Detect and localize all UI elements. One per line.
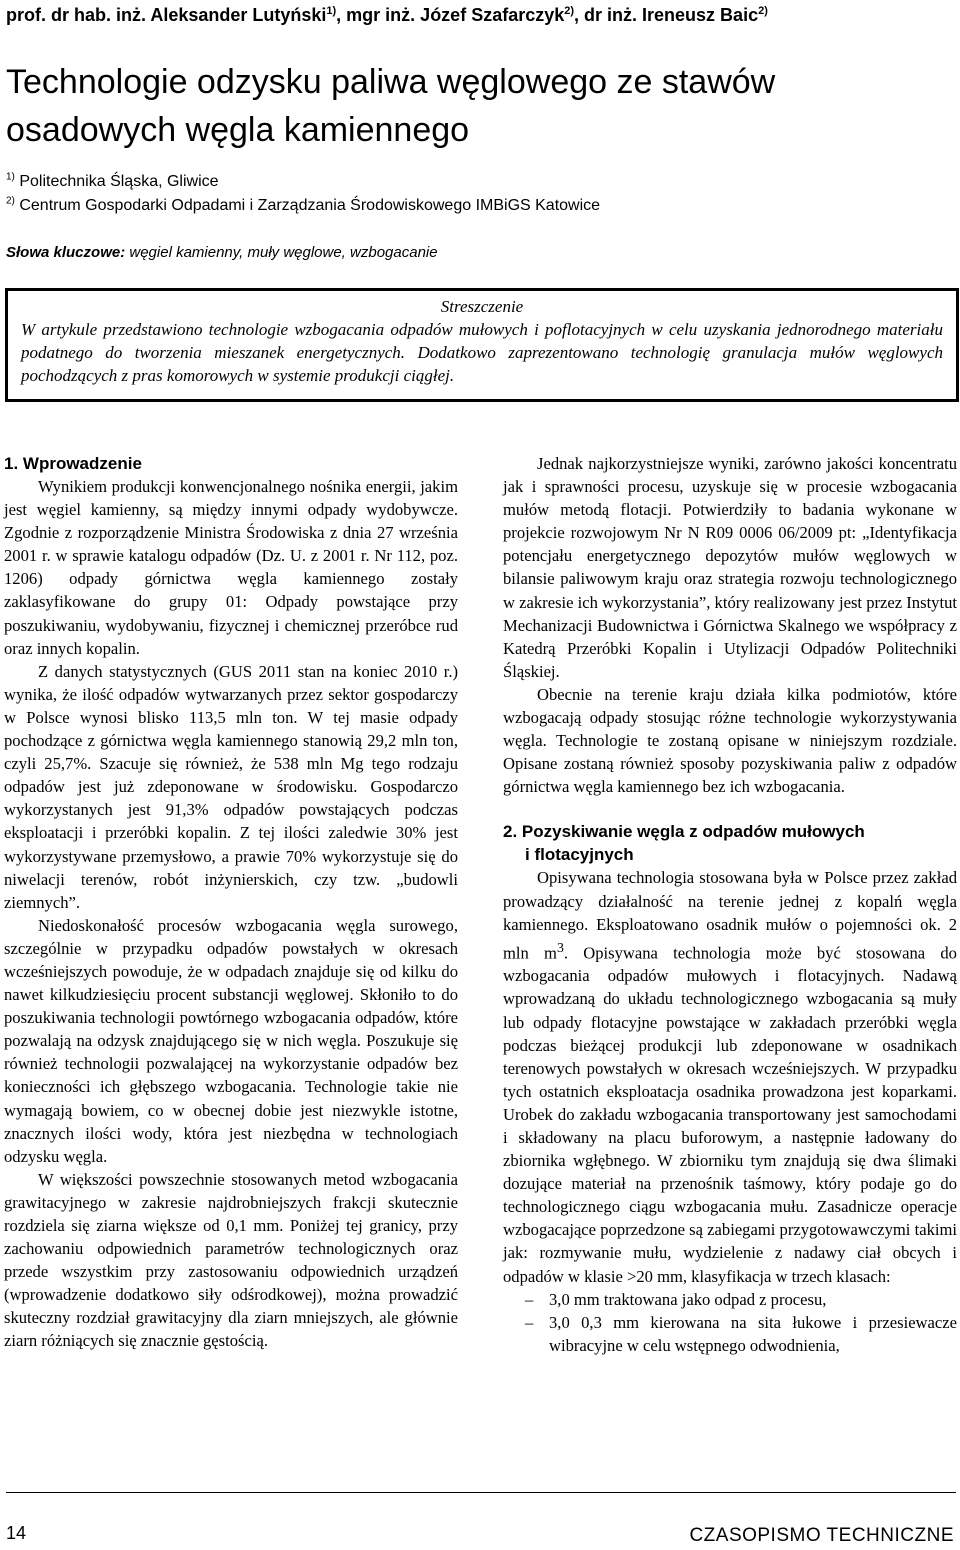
size-class-list: [503, 1288, 957, 1357]
author-3-affil-mark: 2): [758, 5, 768, 17]
section-2-paragraph-1-end: . Opisywana technologia może być stosowana do wzbogacania odpadów mułowych i flotacyjnych. Nadawą wprowadzaną do układu technologicznego wzbogacania są muły lub odpady flotacyjne powstające w zakładach przeróbki węgla podczas bieżącej produkcji lub zdeponowane w osadnikach terenowych powstałych w okresach wcześniejszych. W przypadku tych ostatnich eksploatacja osadnika prowadzona jest koparkami. Urobek do zakładu wzbogacania transportowany jest samochodami i składowany na placu buforowym, a następnie ładowany do zbiornika wgłębnego. W zbiorniku tym znajdują się dwa ślimaki dozujące materiał na przenośnik taśmowy, który podaje go do technologicznego ciągu wzbogacania mułu. Zasadnicze operacje wzbogacające poprzedzone są zabiegami przygotowawczymi takimi jak: rozmywanie mułu, wydzielenie z nadawy ciał obcych i odpadów w klasie >20 mm, klasyfikacja w trzech klasach:: [503, 943, 957, 1286]
author-1: prof. dr hab. inż. Aleksander Lutyński: [6, 5, 327, 25]
affiliation-1-text: Politechnika Śląska, Gliwice: [14, 173, 219, 190]
left-column: [4, 452, 458, 1353]
affiliation-1: [6, 170, 956, 194]
section-1-paragraph-3: Niedoskonałość procesów wzbogacania węgla surowego, szczególnie w przypadku odpadów powstałych w okresach wcześniejszych powoduje, że w odpadach znajduje się od kilku do nawet kilkudziesięciu procent substancji węglowej. Skłoniło to do poszukiwania technologii powtórnego wzbogacania odpadów, które pozwalają na odzysk znajdującego się w nich węgla. Poszukuje się również technologii pozwalającej na wykorzystanie odpadów bez konieczności ich głębszego wzbogacania. Technologie takie nie wymagają bowiem, co w obecnej dobie jest niezwykle istotne, znacznych ilości wody, która jest niezbędna w technologiach odzysku węgla.: [4, 915, 458, 1166]
affiliations: [6, 170, 956, 218]
right-column: [503, 452, 957, 1357]
affiliation-2: [6, 194, 956, 218]
section-1-paragraph-1: Wynikiem produkcji konwencjonalnego nośnika energii, jakim jest węgiel kamienny, są między innymi odpady wydobywcze. Zgodnie z rozporządzenie Ministra Środowiska z dnia 27 września 2001 r. w sprawie katalogu odpadów (Dz. U. z 2001 r. Nr 112, poz. 1206) odpady górnictwa węgla kamiennego zostały zaklasyfikowane do grupy 01: Odpady powstające przy poszukiwaniu, wydobywaniu, fizycznej i chemicznej przeróbce rud oraz innych kopalin.: [4, 477, 458, 658]
keywords: [6, 242, 956, 264]
footer-rule: [6, 1492, 956, 1493]
abstract-box: [5, 288, 959, 402]
author-1-affil-mark: 1): [326, 5, 337, 17]
title-line-1: Technologie odzysku paliwa węglowego ze stawów: [6, 63, 776, 101]
authors-line: [6, 0, 956, 30]
author-3: , dr inż. Ireneusz Baic: [574, 5, 759, 25]
author-2-affil-mark: 2): [564, 5, 575, 17]
title-line-2: osadowych węgla kamiennego: [6, 111, 470, 149]
section-1-paragraph-2: Z danych statystycznych (GUS 2011 stan na koniec 2010 r.) wynika, że ilość odpadów wytwarzanych przez sektor gospodarczy w Polsce wynosi blisko 113,5 mln ton. W tej masie odpady pochodzące z górnictwa węgla kamiennego stanowią 29,2 mln ton, czyli 25,7%. Szacuje się również, że 538 mln Mg tego rodzaju odpadów jest już zdeponowane w środowisku. Gospodarczo wykorzystanych jest 91,3% odpadów powstających podczas eksploatacji i przeróbki kopalin. Z tej ilości zaledwie 30% jest wykorzystywane przemysłowo, a prawie 70% wykorzystuje się do niwelacji terenów, robót inżynierskich, czy tzw. „budowli ziemnych”.: [4, 661, 458, 912]
affiliation-2-text: Centrum Gospodarki Odpadami i Zarządzania Środowiskowego IMBiGS Katowice: [14, 197, 601, 214]
size-class-item: – 3,0 mm traktowana jako odpad z procesu,: [503, 1288, 957, 1311]
paper-title: [6, 58, 956, 154]
section-2-heading-line-2: i flotacyjnych: [525, 845, 634, 865]
section-2-paragraph-1-start: Opisywana technologia stosowana była w Polsce przez zakład prowadzący działalność na terenie jednej z kopalń węgla kamiennego. Eksploatowano osadnik mułów o pojemności ok. 2 mln m: [503, 868, 957, 963]
section-1-paragraph-5: Jednak najkorzystniejsze wyniki, zarówno jakości koncentratu jak i sprawności procesu, uzyskuje się w procesie wzbogacania mułów metodą flotacji. Potwierdziły to badania wykonane w projekcie rozwojowym Nr N R09 0006 06/2009 pt: „Identyfikacja potencjału energetycznego depozytów mułów węglowych w bilansie paliwowym kraju oraz strategia rozwoju technologicznego w zakresie ich wykorzystania”, który realizowany jest przez Instytut Mechanizacji Budownictwa i Górnictwa Skalnego we współpracy z Katedrą Przeróbki Kopalin i Utylizacji Odpadów Politechniki Śląskiej.: [503, 454, 957, 681]
section-1-paragraph-6: Obecnie na terenie kraju działa kilka podmiotów, które wzbogacają odpady stosując różne technologie wykorzystywania węgla. Technologie te zostaną opisane w niniejszym rozdziale. Opisane zostaną również sposoby pozyskiwania paliw z odpadów górnictwa węgla kamiennego bez ich wzbogacania.: [503, 684, 957, 797]
abstract-heading: Streszczenie: [440, 297, 524, 316]
section-2-paragraph-1: [503, 866, 957, 1287]
section-2-heading-line-1: 2. Pozyskiwanie węgla z odpadów mułowych: [503, 822, 865, 842]
section-1-heading: 1. Wprowadzenie: [4, 454, 142, 473]
affiliation-2-mark: 2): [6, 195, 15, 207]
author-2: , mgr inż. Józef Szafarczyk: [336, 5, 565, 25]
section-2-heading: [503, 820, 957, 866]
journal-name: CZASOPISMO TECHNICZNE: [689, 1525, 954, 1546]
section-1-paragraph-4: W większości powszechnie stosowanych metod wzbogacania grawitacyjnego w zakresie najdrobniejszych frakcji skutecznie rozdziela się ziarna większe od 0,1 mm. Poniżej tej granicy, przy zachowaniu odpowiednich parametrów technologicznych oraz przede wszystkim przy zastosowaniu odpowiednich urządzeń (wprowadzenie dodatkowo siły odśrodkowej), można prowadzić skuteczny rozdział grawitacyjny dla ziarn mniejszych, ale głównie ziarn różniących się znacznie gęstością.: [4, 1169, 458, 1351]
abstract-text: W artykule przedstawiono technologie wzbogacania odpadów mułowych i poflotacyjnych w celu uzyskania jednorodnego materiału podatnego do tworzenia mieszanek energetycznych. Dodatkowo zaprezentowano technologię granulacja mułów węglowych pochodzących z pras komorowych w systemie produkcji ciągłej.: [21, 320, 943, 385]
cubic-superscript: 3: [556, 939, 564, 955]
size-class-item: – 3,0 0,3 mm kierowana na sita łukowe i przesiewacze wibracyjne w celu wstępnego odwodnienia,: [503, 1311, 957, 1357]
keywords-label: Słowa kluczowe:: [6, 244, 126, 261]
keywords-text: węgiel kamienny, muły węglowe, wzbogacanie: [125, 244, 438, 261]
page-number: 14: [6, 1523, 27, 1543]
affiliation-1-mark: 1): [6, 171, 15, 183]
